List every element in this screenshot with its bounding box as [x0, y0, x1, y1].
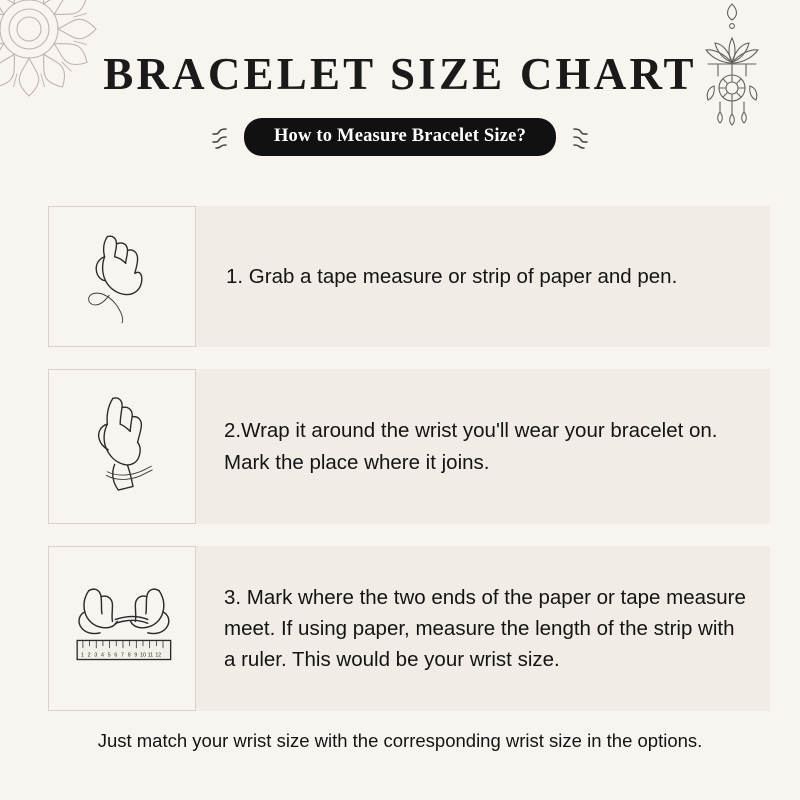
step-illustration — [48, 546, 196, 711]
subtitle-row — [0, 118, 800, 156]
svg-text:12: 12 — [155, 652, 162, 659]
subtitle-pill: How to Measure Bracelet Size? — [244, 118, 556, 156]
flourish-icon — [206, 124, 232, 150]
step-text: 2.Wrap it around the wrist you'll wear your bracelet on. Mark the place where it joins. — [224, 419, 718, 474]
step-illustration — [48, 206, 196, 347]
svg-text:4: 4 — [101, 652, 104, 659]
list-item — [48, 546, 770, 711]
page-title: BRACELET SIZE CHART — [103, 49, 697, 99]
svg-text:6: 6 — [114, 652, 118, 659]
svg-text:3: 3 — [94, 652, 98, 659]
svg-text:9: 9 — [134, 652, 138, 659]
steps-list — [48, 206, 770, 733]
hand-wrist-wrapped-tape-icon — [67, 382, 177, 512]
svg-text:7: 7 — [121, 652, 124, 659]
document-header — [0, 49, 800, 156]
svg-text:8: 8 — [127, 652, 131, 659]
svg-text:10: 10 — [140, 652, 146, 659]
svg-text:1: 1 — [80, 652, 84, 659]
svg-text:5: 5 — [107, 652, 111, 659]
step-illustration — [48, 369, 196, 524]
list-item — [48, 206, 770, 347]
svg-text:11: 11 — [147, 652, 154, 659]
svg-text:2: 2 — [87, 652, 91, 659]
step-text: 3. Mark where the two ends of the paper or tape measure meet. If using paper, measure the length of the strip with a ruler. This would be your wrist size. — [224, 585, 746, 672]
hands-measuring-with-ruler-icon — [60, 561, 184, 697]
flourish-icon — [568, 124, 594, 150]
hand-fist-with-tape-icon — [67, 217, 177, 337]
step-text: 1. Grab a tape measure or strip of paper and pen. — [226, 264, 678, 288]
footer-note: Just match your wrist size with the corresponding wrist size in the options. — [97, 730, 703, 751]
list-item — [48, 369, 770, 524]
